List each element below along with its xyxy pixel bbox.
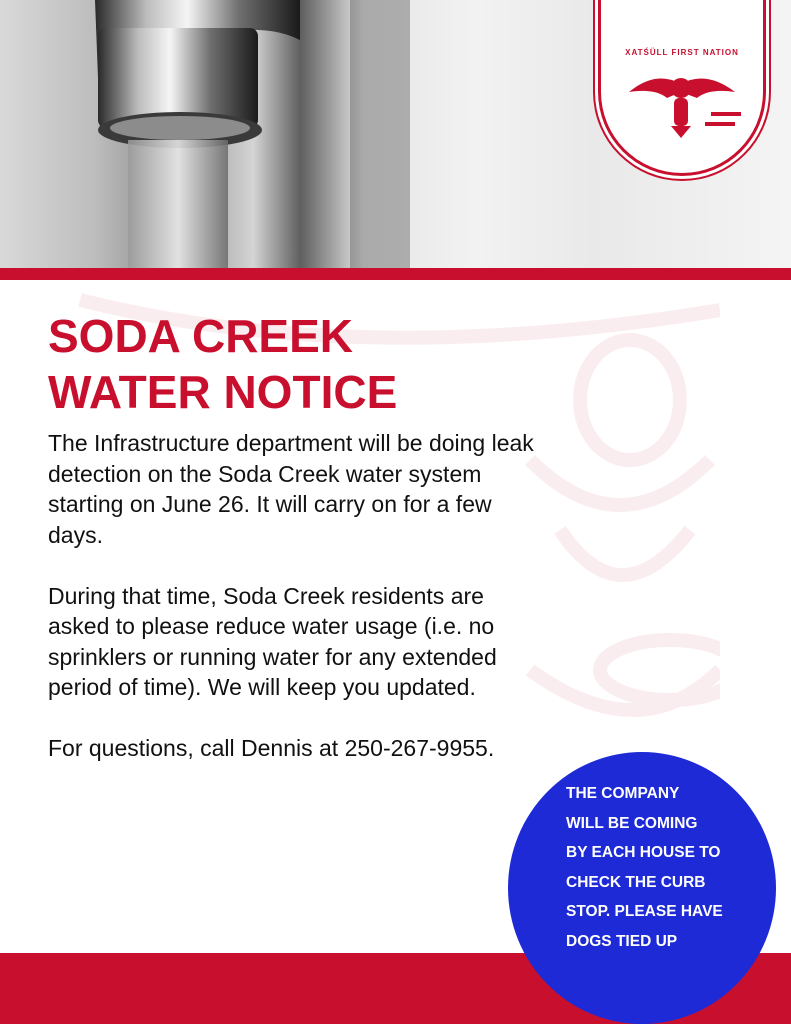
- notice-paragraph-2: During that time, Soda Creek residents are asked to please reduce water usage (i.e. no sprinklers or running water for any extended period of time). We will keep you updated.: [48, 582, 497, 700]
- eagle-emblem-icon: [601, 0, 763, 172]
- notice-body: [48, 428, 538, 794]
- notice-title-line-2: WATER NOTICE: [48, 366, 398, 418]
- notice-title: [48, 308, 568, 420]
- callout-text: THE COMPANY WILL BE COMING BY EACH HOUSE TO CHECK THE CURB STOP. PLEASE HAVE DOGS TIED UP: [566, 785, 723, 950]
- notice-title-line-1: SODA CREEK: [48, 310, 353, 362]
- notice-paragraph-1: The Infrastructure department will be doing leak detection on the Soda Creek water system starting on June 26. It will carry on for a few days.: [48, 430, 534, 548]
- nation-name: XATŚÜLL FIRST NATION: [625, 48, 739, 57]
- top-red-band: [0, 268, 791, 280]
- notice-paragraph-3: For questions, call Dennis at 250-267-9955.: [48, 735, 495, 761]
- nation-badge: [598, 0, 766, 176]
